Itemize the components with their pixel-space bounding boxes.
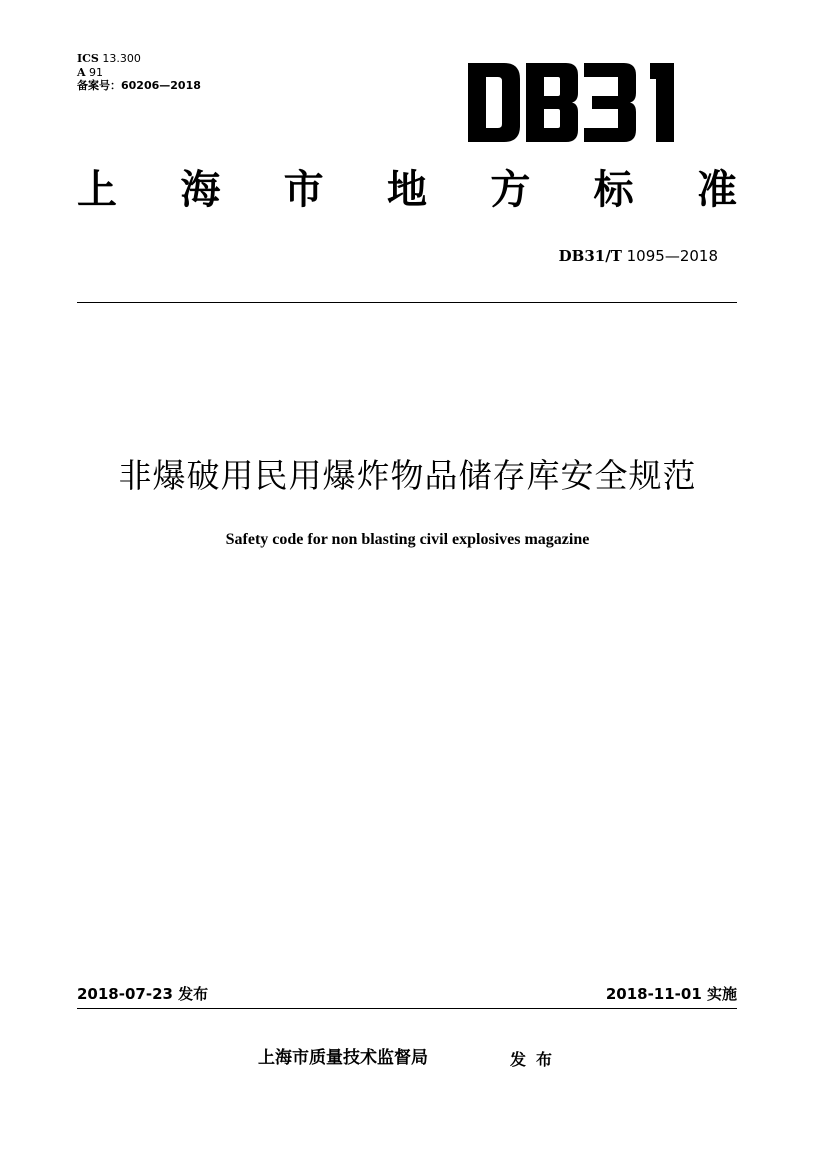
standard-type-char: 地 (386, 167, 427, 213)
standard-type-char: 方 (490, 167, 531, 213)
ics-value: 13.300 (102, 52, 141, 65)
standard-type-char: 标 (593, 167, 634, 213)
document-title-zh: 非爆破用民用爆炸物品储存库安全规范 (118, 456, 697, 495)
ccs-value: 91 (89, 66, 104, 79)
db31-logo (468, 63, 691, 142)
standard-type-heading (77, 166, 737, 214)
standard-code: DB31/T (558, 247, 622, 265)
issuing-action: 发布 (510, 1050, 563, 1069)
filing-label: 备案号： (77, 79, 121, 92)
ics-classification (77, 53, 141, 65)
header-divider (77, 302, 737, 303)
standard-year-number: 1095—2018 (626, 247, 718, 265)
issuing-authority: 上海市质量技术监督局 (258, 1048, 428, 1068)
document-title-en: Safety code for non blasting civil explosives magazine (225, 531, 590, 548)
effective-date: 2018-11-01 实施 (605, 985, 737, 1003)
standard-number (559, 246, 718, 266)
ccs-label: A (77, 66, 86, 79)
filing-number (77, 80, 201, 92)
filing-value: 60206—2018 (121, 79, 201, 92)
standard-type-char: 上 (77, 167, 117, 213)
standard-type-char: 市 (283, 167, 324, 213)
standard-type-char: 准 (696, 167, 737, 213)
ccs-classification (77, 67, 103, 79)
ics-label: ICS (77, 52, 99, 65)
issue-date: 2018-07-23 发布 (77, 985, 209, 1003)
footer-divider (77, 1008, 737, 1009)
standard-type-char: 海 (180, 167, 221, 213)
